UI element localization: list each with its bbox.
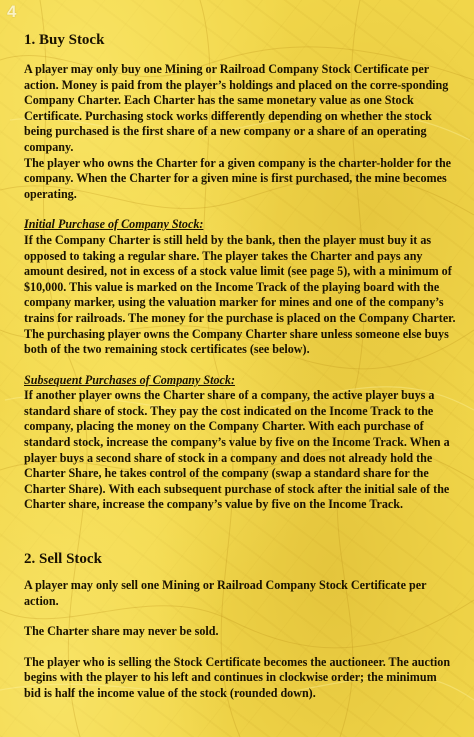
subsequent-purchase-heading: Subsequent Purchases of Company Stock: xyxy=(24,372,235,387)
initial-purchase-heading: Initial Purchase of Company Stock: xyxy=(24,217,204,232)
section-title-buy-stock: 1. Buy Stock xyxy=(24,32,105,48)
sell-stock-charter-rule: The Charter share may never be sold. xyxy=(24,624,219,639)
buy-stock-charter-holder: The player who owns the Charter for a given company is the charter-holder for the company. When the Charter for a given mine is first purchased, the mine becomes operating. xyxy=(24,155,452,201)
buy-stock-intro: A player may only buy one Mining or Railroad Company Stock Certificate per action. Money is paid from the player’s holdings and placed on the corre-sponding Company Charter. Each Charter has the same monetary value as one Stock Certificate. Purchasing stock works differently depending on whether the stock being purchased is the first share of a new company or a share of an operating company. xyxy=(24,62,449,154)
spacer xyxy=(24,202,456,217)
document-body xyxy=(24,30,456,702)
sell-stock-auction: The player who is selling the Stock Certificate becomes the auctioneer. The auction begins with the player to his left and continues in clockwise order; the minimum bid is half the income value of the stock (rounded down). xyxy=(24,654,451,700)
initial-purchase-body: If the Company Charter is still held by the bank, then the player must buy it as opposed to taking a regular share. The player takes the Charter and pays any amount desired, not in excess of a stock value limit (see page 5), with a minimum of $10,000. This value is marked on the Income Track of the playing board with the company marker, using the valuation marker for mines and one of the company’s trains for railroads. The money for the purchase is placed on the Company Charter. The purchasing player owns the Company Charter share unless someone else buys both of the two remaining stock certificates (see below). xyxy=(24,232,456,357)
subsequent-purchase-body: If another player owns the Charter share of a company, the active player buys a standard share of stock. They pay the cost indicated on the Income Track to the company, placing the money on the Company Charter. With each purchase of standard stock, increase the company’s value by five on the Income Track. When a player buys a second share of stock in a company and does not already hold the Charter Share, he takes control of the company (swap a standard share for the Charter Share). With each subsequent purchase of stock after the initial sale of the Charter share, increase the company’s value by five on the Income Track. xyxy=(24,388,450,512)
page-number: 4 xyxy=(7,2,17,21)
spacer xyxy=(24,609,456,624)
spacer xyxy=(24,640,456,655)
section-title-sell-stock: 2. Sell Stock xyxy=(24,551,102,568)
spacer xyxy=(24,358,456,373)
sell-stock-intro: A player may only sell one Mining or Railroad Company Stock Certificate per action. xyxy=(24,578,427,608)
